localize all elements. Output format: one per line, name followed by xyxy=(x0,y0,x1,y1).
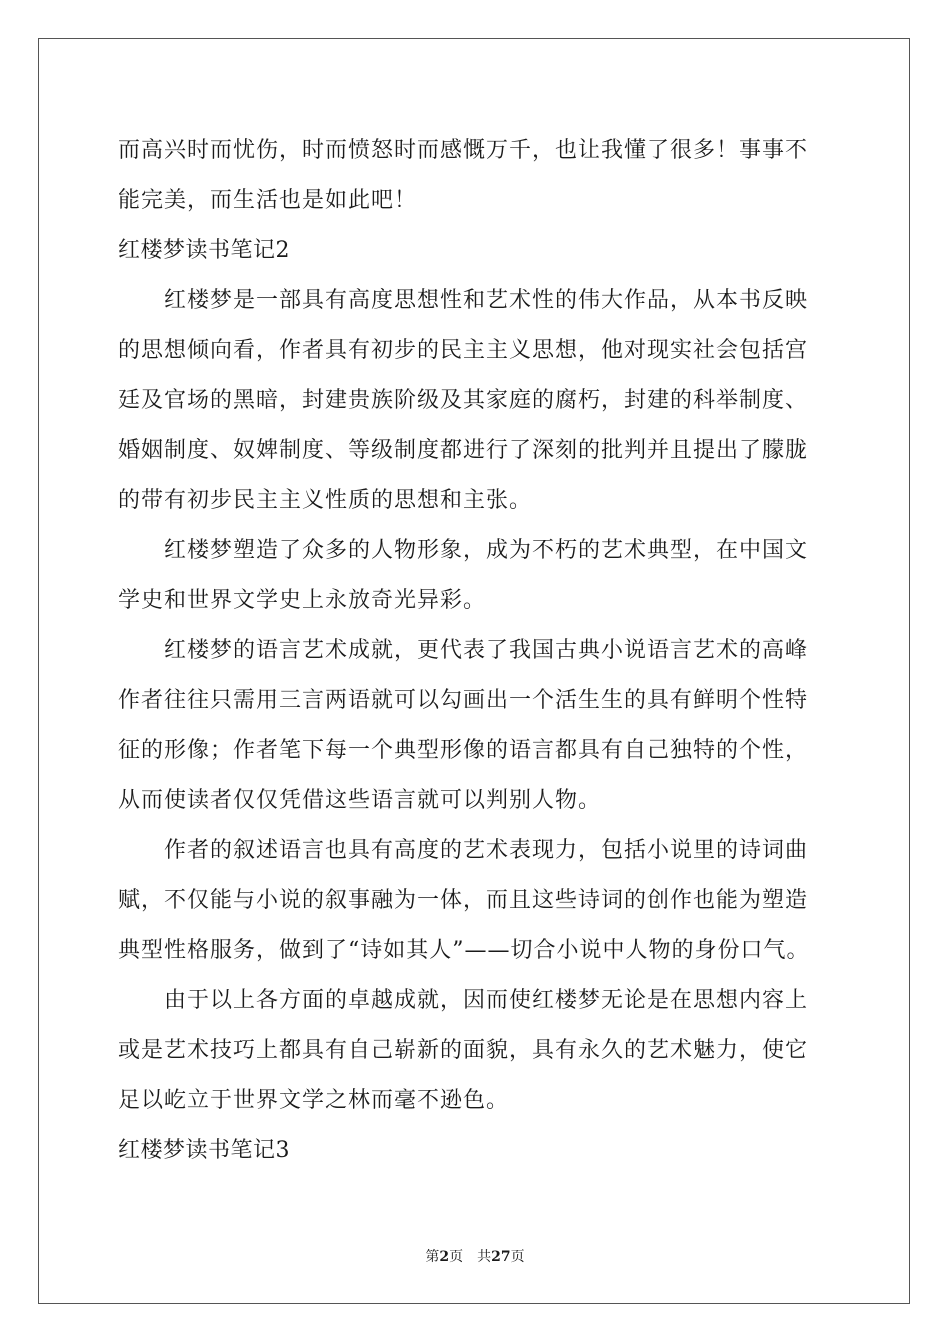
text-line: 而高兴时而忧伤，时而愤怒时而感慨万千，也让我懂了很多！事事不 xyxy=(118,138,809,163)
text-line: 红楼梦塑造了众多的人物形象，成为不朽的艺术典型，在中国文 xyxy=(164,538,809,563)
text-line: 学史和世界文学史上永放奇光异彩。 xyxy=(118,588,487,613)
text-line: 红楼梦是一部具有高度思想性和艺术性的伟大作品，从本书反映 xyxy=(164,288,809,313)
document-body xyxy=(118,126,838,1176)
text-line: 由于以上各方面的卓越成就，因而使红楼梦无论是在思想内容上 xyxy=(164,988,809,1013)
text-line: 能完美，而生活也是如此吧！ xyxy=(118,188,418,213)
text-line: 征的形像；作者笔下每一个典型形像的语言都具有自己独特的个性， xyxy=(118,738,809,763)
footer-total-prefix: 共 xyxy=(477,1249,492,1265)
text-line: 从而使读者仅仅凭借这些语言就可以判别人物。 xyxy=(118,788,602,813)
text-line: 作者往往只需用三言两语就可以勾画出一个活生生的具有鲜明个性特 xyxy=(118,688,809,713)
text-line: 或是艺术技巧上都具有自己崭新的面貌，具有永久的艺术魅力，使它 xyxy=(118,1038,809,1063)
section-heading: 红楼梦读书笔记3 xyxy=(118,1138,290,1163)
text-line: 作者的叙述语言也具有高度的艺术表现力，包括小说里的诗词曲 xyxy=(164,838,809,863)
text-line: 婚姻制度、奴婢制度、等级制度都进行了深刻的批判并且提出了朦胧 xyxy=(118,438,809,463)
text-line: 的带有初步民主主义性质的思想和主张。 xyxy=(118,488,533,513)
footer-page-number: 2 xyxy=(439,1249,450,1265)
section-heading: 红楼梦读书笔记2 xyxy=(118,238,290,263)
footer-total-suffix: 页 xyxy=(510,1249,525,1265)
footer-page-suffix: 页 xyxy=(449,1249,464,1265)
text-line: 足以屹立于世界文学之林而毫不逊色。 xyxy=(118,1088,510,1113)
text-line: 廷及官场的黑暗，封建贵族阶级及其家庭的腐朽，封建的科举制度、 xyxy=(118,388,809,413)
footer-page-prefix: 第 xyxy=(425,1249,440,1265)
footer-total-pages: 27 xyxy=(491,1249,511,1265)
text-line: 红楼梦的语言艺术成就，更代表了我国古典小说语言艺术的高峰 xyxy=(164,638,809,663)
text-line: 典型性格服务，做到了“诗如其人”——切合小说中人物的身份口气。 xyxy=(118,938,810,963)
text-line: 的思想倾向看，作者具有初步的民主主义思想，他对现实社会包括宫 xyxy=(118,338,809,363)
page-footer xyxy=(0,1247,950,1267)
text-line: 赋，不仅能与小说的叙事融为一体，而且这些诗词的创作也能为塑造 xyxy=(118,888,809,913)
